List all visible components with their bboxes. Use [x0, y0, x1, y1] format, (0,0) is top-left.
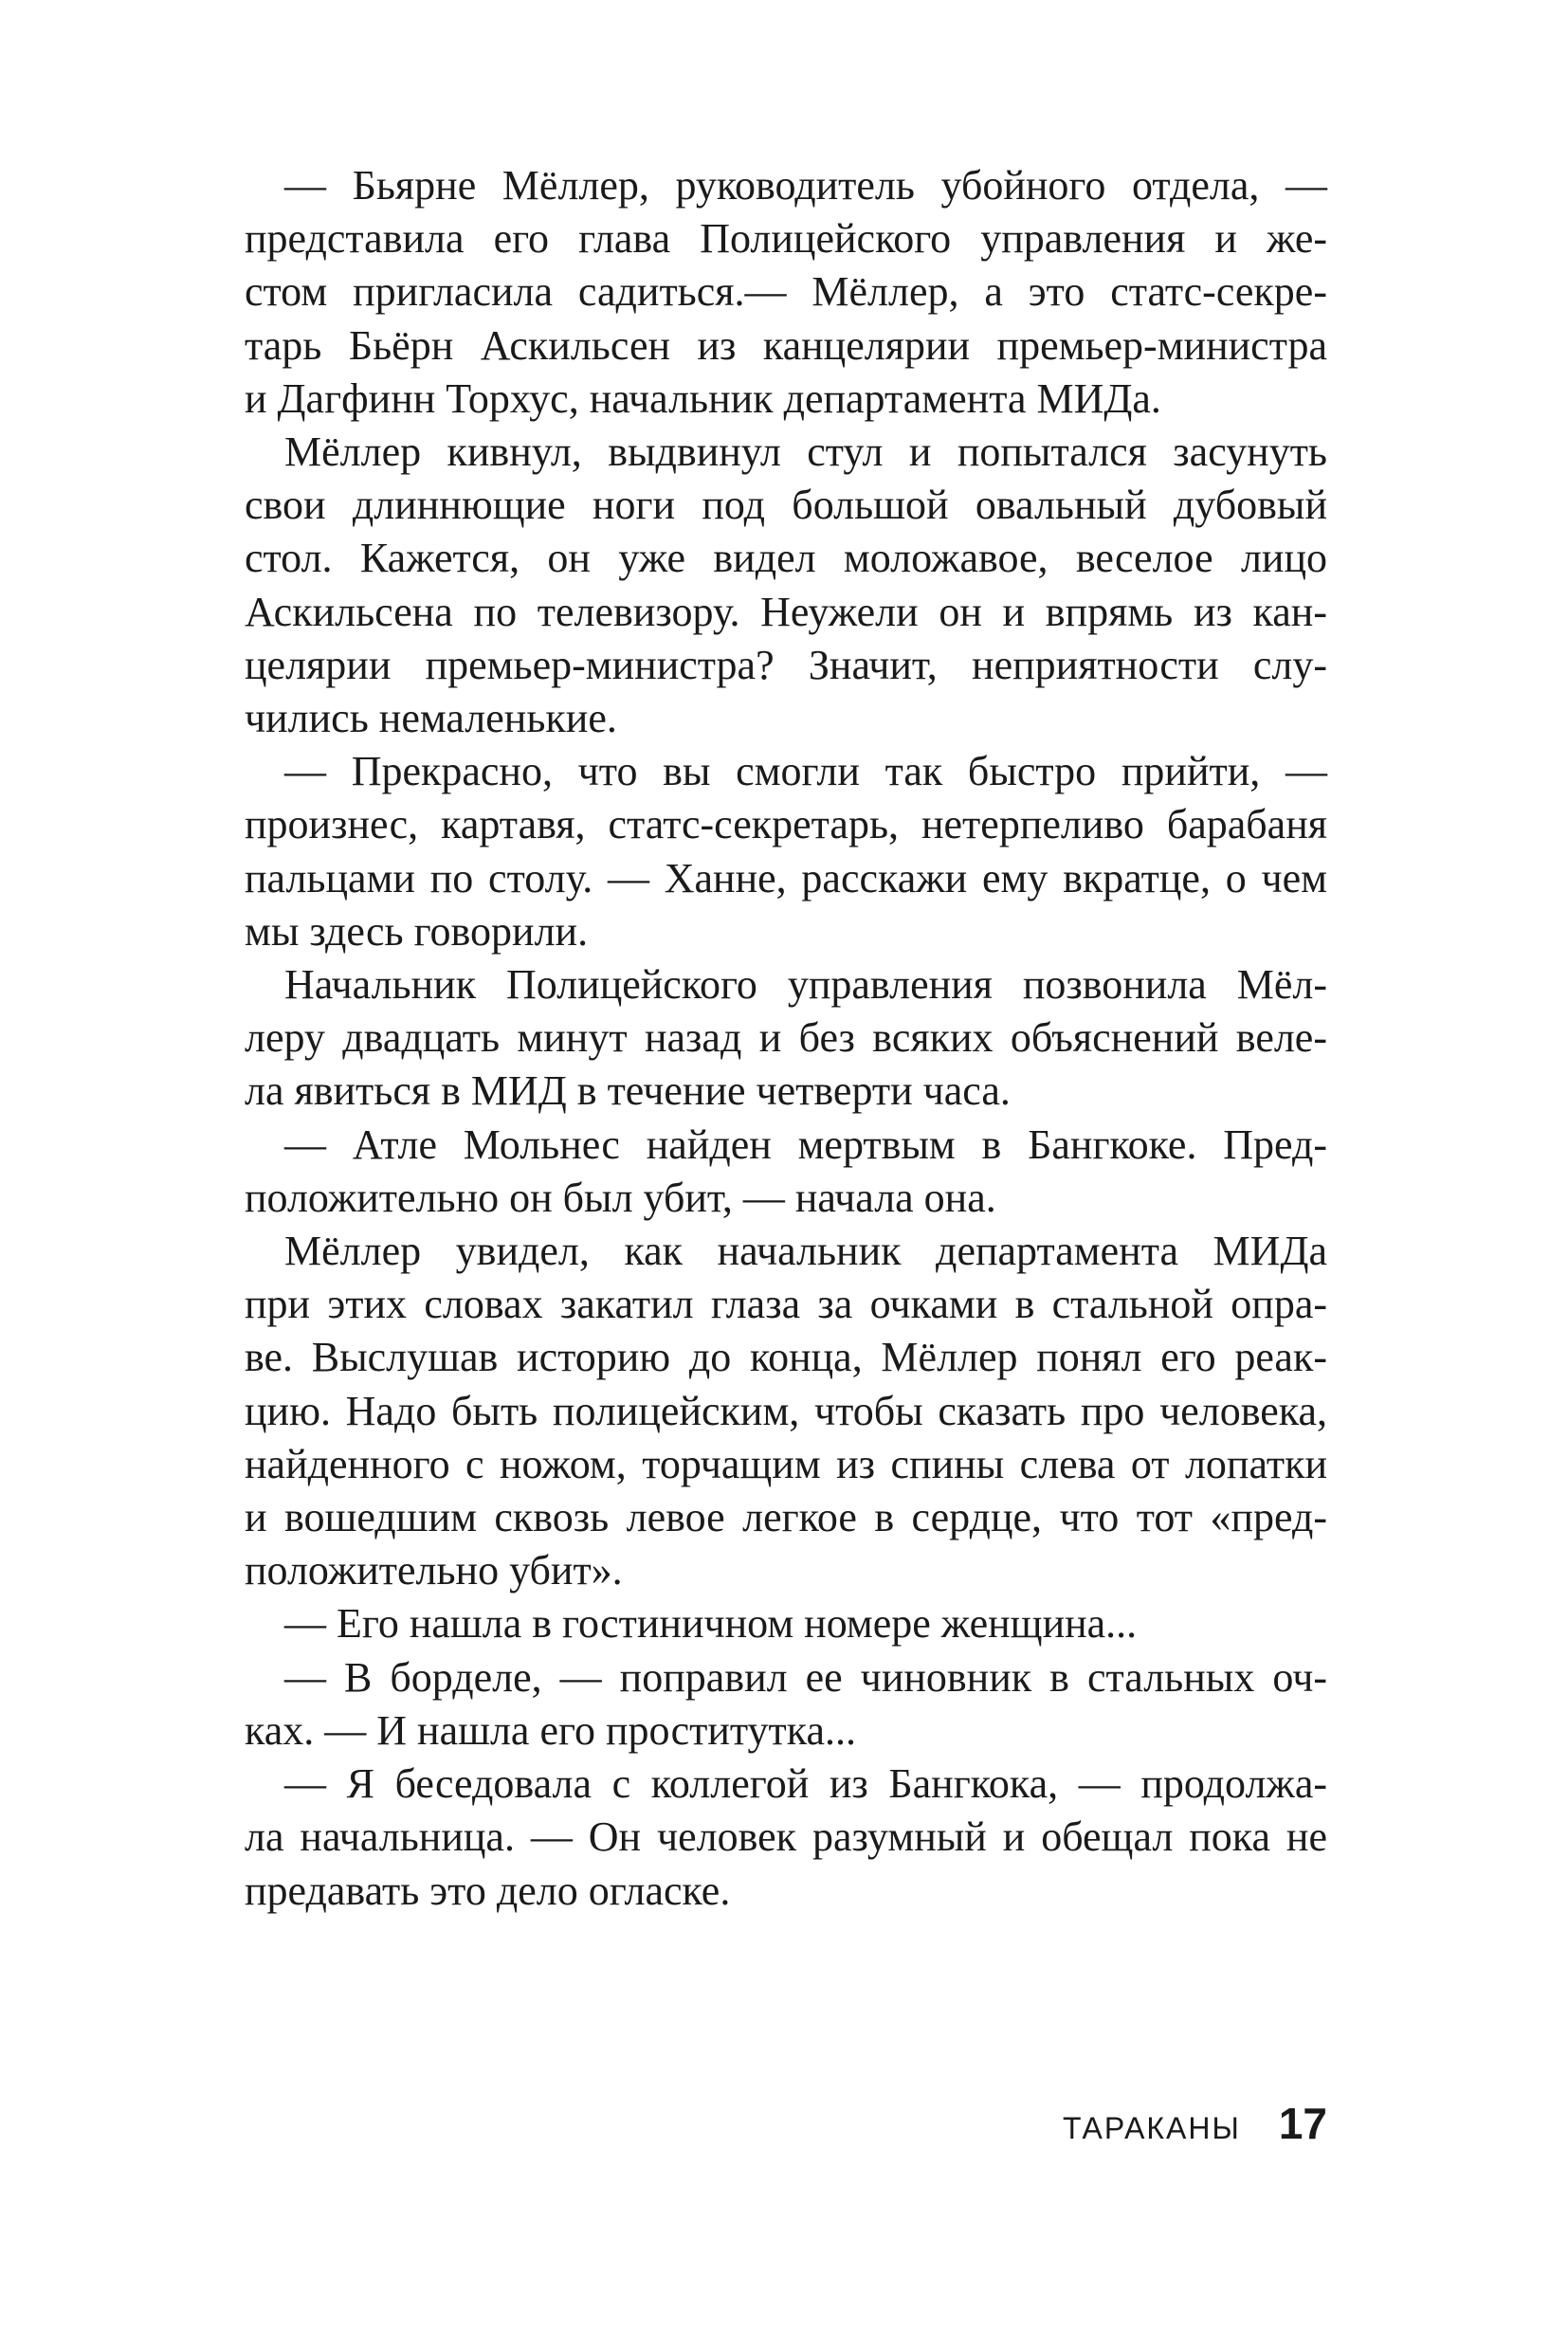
text-line: — Атле Мольнес найден мертвым в Бангкоке. Пред-	[284, 1120, 1327, 1168]
paragraph	[245, 426, 1327, 745]
text-line: Начальник Полицейского управления позвонила Мёл-	[284, 961, 1327, 1009]
text-line: цию. Надо быть полицейским, чтобы сказать про человека,	[245, 1387, 1327, 1434]
text-line: найденного с ножом, торчащим из спины слева от лопатки	[245, 1440, 1327, 1487]
text-line: и Дагфинн Торхус, начальник департамента МИДа.	[245, 374, 1161, 422]
text-line: представила его глава Полицейского управления и же-	[245, 215, 1327, 263]
text-line: — Я беседовала с коллегой из Бангкока, — продолжа-	[284, 1760, 1327, 1808]
text-line: пальцами по столу. — Ханне, расскажи ему вкратце, о чем	[245, 854, 1327, 902]
text-line: чились немаленькие.	[245, 695, 617, 742]
text-line: Аскильсена по телевизору. Неужели он и впрямь из кан-	[245, 588, 1327, 635]
paragraph	[245, 159, 1327, 426]
text-line: при этих словах закатил глаза за очками в стальной опра-	[245, 1281, 1327, 1328]
text-line: свои длиннющие ноги под большой овальный дубовый	[245, 482, 1327, 529]
text-line: мы здесь говорили.	[245, 907, 589, 955]
text-line: целярии премьер-министра? Значит, неприятности слу-	[245, 641, 1327, 688]
text-line: положительно убит».	[245, 1547, 623, 1594]
text-line: произнес, картавя, статс-секретарь, нетерпеливо барабаня	[245, 801, 1327, 848]
page-number: 17	[1278, 2099, 1327, 2148]
text-line: Мёллер кивнул, выдвинул стул и попытался засунуть	[284, 428, 1327, 476]
text-line: Мёллер увидел, как начальник департамента МИДа	[284, 1228, 1327, 1275]
page-footer	[1063, 2098, 1327, 2149]
paragraph	[245, 1758, 1327, 1918]
running-title: ТАРАКАНЫ	[1063, 2111, 1241, 2145]
text-line: — В борделе, — поправил ее чиновник в стальных оч-	[284, 1653, 1327, 1701]
paragraph	[245, 1225, 1327, 1597]
text-line: стом пригласила садиться.— Мёллер, а это статс-секре-	[245, 268, 1327, 316]
text-line: ве. Выслушав историю до конца, Мёллер понял его реак-	[245, 1334, 1327, 1381]
text-line: ла начальница. — Он человек разумный и обещал пока не	[245, 1813, 1327, 1861]
text-line: леру двадцать минут назад и без всяких объяснений веле-	[245, 1014, 1327, 1062]
paragraph	[245, 958, 1327, 1119]
text-line: — Бьярне Мёллер, руководитель убойного отдела, —	[284, 162, 1327, 209]
paragraph	[245, 1119, 1327, 1225]
text-line: стол. Кажется, он уже видел моложавое, веселое лицо	[245, 535, 1327, 582]
text-line: — Прекрасно, что вы смогли так быстро прийти, —	[284, 748, 1327, 795]
paragraph	[245, 1651, 1327, 1758]
text-line: ках. — И нашла его проститутка...	[245, 1706, 857, 1754]
text-line: — Его нашла в гостиничном номере женщина...	[284, 1600, 1138, 1648]
text-line: и вошедшим сквозь левое легкое в сердце, что тот «пред-	[245, 1494, 1327, 1541]
body-text	[245, 159, 1327, 1918]
text-line: тарь Бьёрн Аскильсен из канцелярии премьер-министра	[245, 321, 1327, 369]
paragraph	[245, 1597, 1327, 1650]
text-line: предавать это дело огласке.	[245, 1867, 731, 1914]
text-line: ла явиться в МИД в течение четверти часа.	[245, 1067, 1011, 1115]
text-line: положительно он был убит, — начала она.	[245, 1174, 996, 1221]
paragraph	[245, 745, 1327, 958]
